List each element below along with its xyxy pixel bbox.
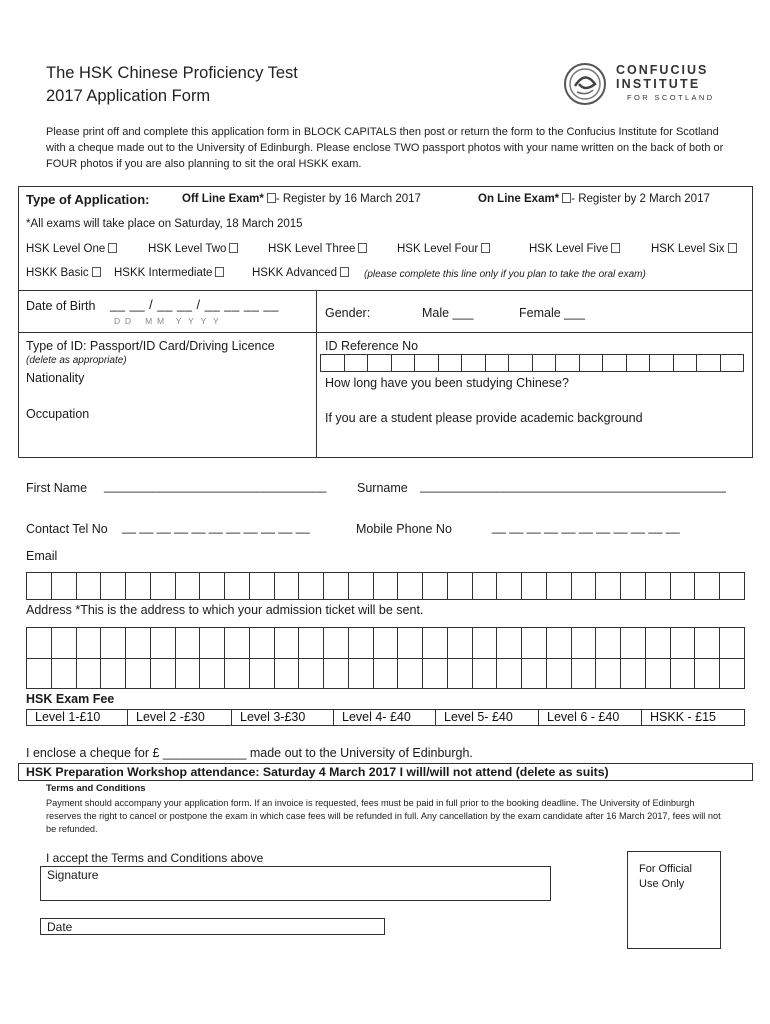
logo-text-2: INSTITUTE	[616, 77, 701, 91]
logo-text-3: FOR SCOTLAND	[627, 93, 715, 102]
first-name-field[interactable]: ________________________________	[104, 479, 327, 493]
hskk-note: (please complete this line only if you plan to take the oral exam)	[364, 269, 646, 280]
occupation-label: Occupation	[26, 407, 90, 421]
title-line-1: The HSK Chinese Proficiency Test	[46, 64, 298, 82]
offline-checkbox[interactable]	[267, 193, 276, 203]
level-four-label: HSK Level Four	[397, 243, 479, 255]
cheque-prefix: I enclose a cheque for £	[26, 746, 160, 760]
offline-option[interactable]	[182, 193, 421, 205]
hskk-basic-label: HSKK Basic	[26, 267, 89, 279]
level-two-label: HSK Level Two	[148, 243, 227, 255]
first-name-label: First Name	[26, 481, 88, 495]
id-ref-label: ID Reference No	[325, 339, 419, 353]
fee-title: HSK Exam Fee	[26, 692, 115, 706]
online-option[interactable]	[478, 193, 710, 205]
hskk-intermediate-option[interactable]	[114, 267, 224, 279]
tel-label: Contact Tel No	[26, 522, 108, 536]
level-five-label: HSK Level Five	[529, 243, 609, 255]
date-box[interactable]	[40, 918, 385, 935]
offline-label: Off Line Exam*	[182, 193, 264, 205]
offline-register: - Register by 16 March 2017	[275, 193, 421, 205]
level-two-option[interactable]	[148, 243, 238, 255]
level-six-checkbox[interactable]	[728, 243, 737, 253]
level-three-option[interactable]	[268, 243, 367, 255]
level-six-option[interactable]	[651, 243, 737, 255]
exam-date-note: *All exams will take place on Saturday, 18 March 2015	[26, 218, 303, 230]
date-label: Date	[47, 920, 73, 934]
dob-field[interactable]: __ __ / __ __ / __ __ __ __	[110, 297, 279, 312]
hskk-intermediate-label: HSKK Intermediate	[114, 267, 213, 279]
male-field[interactable]: Male ___	[422, 306, 474, 320]
level-four-checkbox[interactable]	[481, 243, 490, 253]
signature-label: Signature	[47, 868, 99, 882]
surname-field[interactable]: ____________________________________________	[420, 479, 726, 493]
level-six-label: HSK Level Six	[651, 243, 725, 255]
hskk-basic-option[interactable]	[26, 267, 101, 279]
level-one-option[interactable]	[26, 243, 117, 255]
email-boxes[interactable]	[26, 572, 745, 600]
nationality-label: Nationality	[26, 371, 85, 385]
intro-paragraph: Please print off and complete this application form in BLOCK CAPITALS then post or return the form to the Confucius Institute for Scotland with a cheque made out to the University of Edinburgh. Please enclose TWO passport photos with your name written on the back of both or FOUR photos if you are also planning to sit the oral HSKK exam.	[46, 126, 724, 170]
address-boxes[interactable]	[26, 627, 745, 689]
dob-hint: D D M M Y Y Y Y	[114, 316, 219, 326]
dob-label: Date of Birth	[26, 299, 96, 313]
type-label: Type of Application:	[26, 192, 150, 207]
fee-level-4: Level 4- £40	[333, 709, 436, 726]
official-line-1: For Official	[639, 863, 692, 875]
fee-level-5: Level 5- £40	[435, 709, 539, 726]
level-three-checkbox[interactable]	[358, 243, 367, 253]
mobile-field[interactable]: __ __ __ __ __ __ __ __ __ __ __	[492, 520, 680, 534]
hskk-advanced-checkbox[interactable]	[340, 267, 349, 277]
terms-title: Terms and Conditions	[46, 783, 146, 794]
id-ref-boxes[interactable]	[320, 354, 744, 372]
official-line-2: Use Only	[639, 878, 685, 890]
id-type-hint: (delete as appropriate)	[26, 355, 127, 366]
title-line-2: 2017 Application Form	[46, 87, 211, 105]
logo-text-1: CONFUCIUS	[616, 63, 709, 77]
level-two-checkbox[interactable]	[229, 243, 238, 253]
fee-hskk: HSKK - £15	[641, 709, 745, 726]
fee-level-3: Level 3-£30	[231, 709, 334, 726]
online-checkbox[interactable]	[562, 193, 571, 203]
student-background-label: If you are a student please provide academic background	[325, 411, 643, 425]
level-five-checkbox[interactable]	[611, 243, 620, 253]
tel-field[interactable]: __ __ __ __ __ __ __ __ __ __ __	[122, 520, 310, 534]
level-four-option[interactable]	[397, 243, 490, 255]
online-register: - Register by 2 March 2017	[571, 193, 710, 205]
level-three-label: HSK Level Three	[268, 243, 356, 255]
hskk-basic-checkbox[interactable]	[92, 267, 101, 277]
hskk-advanced-label: HSKK Advanced	[252, 267, 338, 279]
gender-label: Gender:	[325, 306, 371, 320]
study-duration-label: How long have you been studying Chinese?	[325, 376, 569, 390]
fee-level-1: Level 1-£10	[26, 709, 128, 726]
terms-body: Payment should accompany your application form. If an invoice is requested, fees must be paid in full prior to the booking deadline. The University of Edinburgh reserves the right to cancel or postpone the exam in which case fees will be refunded in full. Any cancellation by the exam candidate after 16 March 2017, fees will not be refunded.	[46, 798, 721, 834]
accept-terms: I accept the Terms and Conditions above	[46, 851, 264, 865]
hskk-advanced-option[interactable]	[252, 267, 349, 279]
workshop-text[interactable]: HSK Preparation Workshop attendance: Saturday 4 March 2017 I will/will not attend (delete as suits)	[26, 765, 609, 779]
level-one-checkbox[interactable]	[108, 243, 117, 253]
seal-icon	[563, 62, 607, 106]
cheque-amount-field[interactable]: ____________	[162, 746, 247, 760]
fee-level-6: Level 6 - £40	[538, 709, 642, 726]
address-label: Address *This is the address to which your admission ticket will be sent.	[26, 603, 424, 617]
cheque-line	[26, 746, 473, 760]
signature-box[interactable]	[40, 866, 551, 901]
cheque-suffix: made out to the University of Edinburgh.	[249, 746, 473, 760]
id-type-label: Type of ID: Passport/ID Card/Driving Licence	[26, 339, 275, 353]
surname-label: Surname	[357, 481, 408, 495]
female-field[interactable]: Female ___	[519, 306, 586, 320]
mobile-label: Mobile Phone No	[356, 522, 452, 536]
confucius-logo	[563, 62, 718, 106]
level-five-option[interactable]	[529, 243, 620, 255]
form-title	[46, 62, 298, 108]
email-label: Email	[26, 549, 58, 563]
hskk-intermediate-checkbox[interactable]	[215, 267, 224, 277]
online-label: On Line Exam*	[478, 193, 560, 205]
level-one-label: HSK Level One	[26, 243, 106, 255]
fee-level-2: Level 2 -£30	[127, 709, 232, 726]
